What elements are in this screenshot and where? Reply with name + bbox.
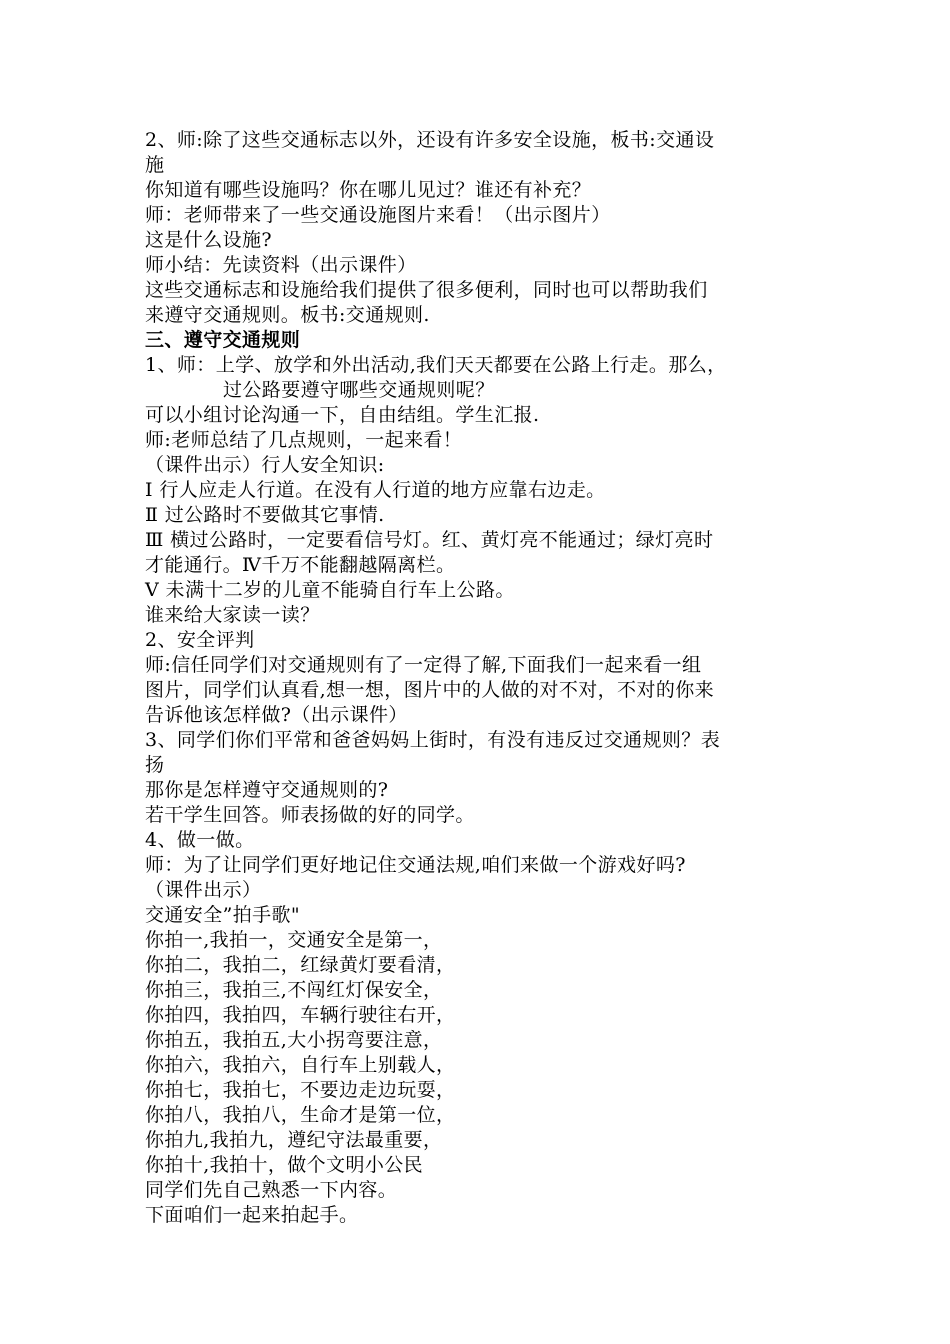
text-line: 谁来给大家读一读？: [145, 604, 320, 626]
text-line: Ⅰ 行人应走人行道。在没有人行道的地方应靠右边走。: [145, 479, 606, 501]
text-line: 师:老师总结了几点规则，一起来看！: [145, 429, 463, 451]
text-line: 过公路要遵守哪些交通规则呢？: [223, 379, 495, 401]
text-line: 你拍六，我拍六，自行车上别载人，: [145, 1054, 456, 1076]
text-line: 扬: [145, 754, 165, 776]
text-line: 同学们先自己熟悉一下内容。: [145, 1179, 398, 1201]
text-line: 3、同学们你们平常和爸爸妈妈上街时，有没有违反过交通规则？表: [145, 729, 721, 751]
text-line: 师：老师带来了一些交通设施图片来看！（出示图片）: [145, 204, 611, 226]
text-line: Ⅲ 横过公路时，一定要看信号灯。红、黄灯亮不能通过；绿灯亮时: [145, 529, 714, 551]
text-line: 你拍四，我拍四，车辆行驶往右开，: [145, 1004, 456, 1026]
text-line: 可以小组讨论沟通一下，自由结组。学生汇报.: [145, 404, 540, 426]
text-line: 你拍八，我拍八，生命才是第一位，: [145, 1104, 456, 1126]
document-page: [145, 128, 815, 1228]
text-line: 师:信任同学们对交通规则有了一定得了解,下面我们一起来看一组: [145, 654, 702, 676]
text-line: 才能通行。Ⅳ千万不能翻越隔离栏。: [145, 554, 456, 576]
text-line: 你拍五，我拍五,大小拐弯要注意，: [145, 1029, 443, 1051]
text-line: 你拍九,我拍九，遵纪守法最重要，: [145, 1129, 443, 1151]
text-line: 交通安全”拍手歌": [145, 904, 301, 926]
text-line: 你拍一,我拍一，交通安全是第一，: [145, 929, 443, 951]
text-line: 这些交通标志和设施给我们提供了很多便利，同时也可以帮助我们: [145, 279, 708, 301]
text-line: 你拍三，我拍三,不闯红灯保安全，: [145, 979, 443, 1001]
text-line: 施: [145, 154, 165, 176]
text-line: （课件出示）行人安全知识:: [145, 454, 385, 476]
text-line: 图片，同学们认真看,想一想，图片中的人做的对不对，不对的你来: [145, 679, 715, 701]
text-line: 你拍七，我拍七，不要边走边玩耍，: [145, 1079, 456, 1101]
text-line: 若干学生回答。师表扬做的好的同学。: [145, 804, 475, 826]
text-line: 你拍十,我拍十，做个文明小公民: [145, 1154, 424, 1176]
text-line: 那你是怎样遵守交通规则的?: [145, 779, 389, 801]
text-line: 师小结：先读资料（出示课件）: [145, 254, 417, 276]
text-line: 来遵守交通规则。板书:交通规则.: [145, 304, 430, 326]
text-line: 你拍二，我拍二，红绿黄灯要看清，: [145, 954, 456, 976]
text-line: 2、师:除了这些交通标志以外，还设有许多安全设施，板书:交通设: [145, 129, 715, 151]
text-line: 你知道有哪些设施吗？你在哪儿见过？谁还有补充？: [145, 179, 592, 201]
text-line: Ⅱ 过公路时不要做其它事情.: [145, 504, 385, 526]
text-line: 这是什么设施?: [145, 229, 272, 251]
section-heading: 三、遵守交通规则: [145, 329, 301, 351]
text-line: 2、安全评判: [145, 629, 255, 651]
text-line: 1、师：上学、放学和外出活动,我们天天都要在公路上行走。那么，: [145, 354, 727, 376]
text-line: （课件出示）: [145, 879, 262, 901]
text-line: Ⅴ 未满十二岁的儿童不能骑自行车上公路。: [145, 579, 515, 601]
text-line: 4、做一做。: [145, 829, 255, 851]
text-line: 告诉他该怎样做?（出示课件）: [145, 704, 408, 726]
text-line: 下面咱们一起来拍起手。: [145, 1204, 359, 1226]
text-line: 师：为了让同学们更好地记住交通法规,咱们来做一个游戏好吗?: [145, 854, 686, 876]
